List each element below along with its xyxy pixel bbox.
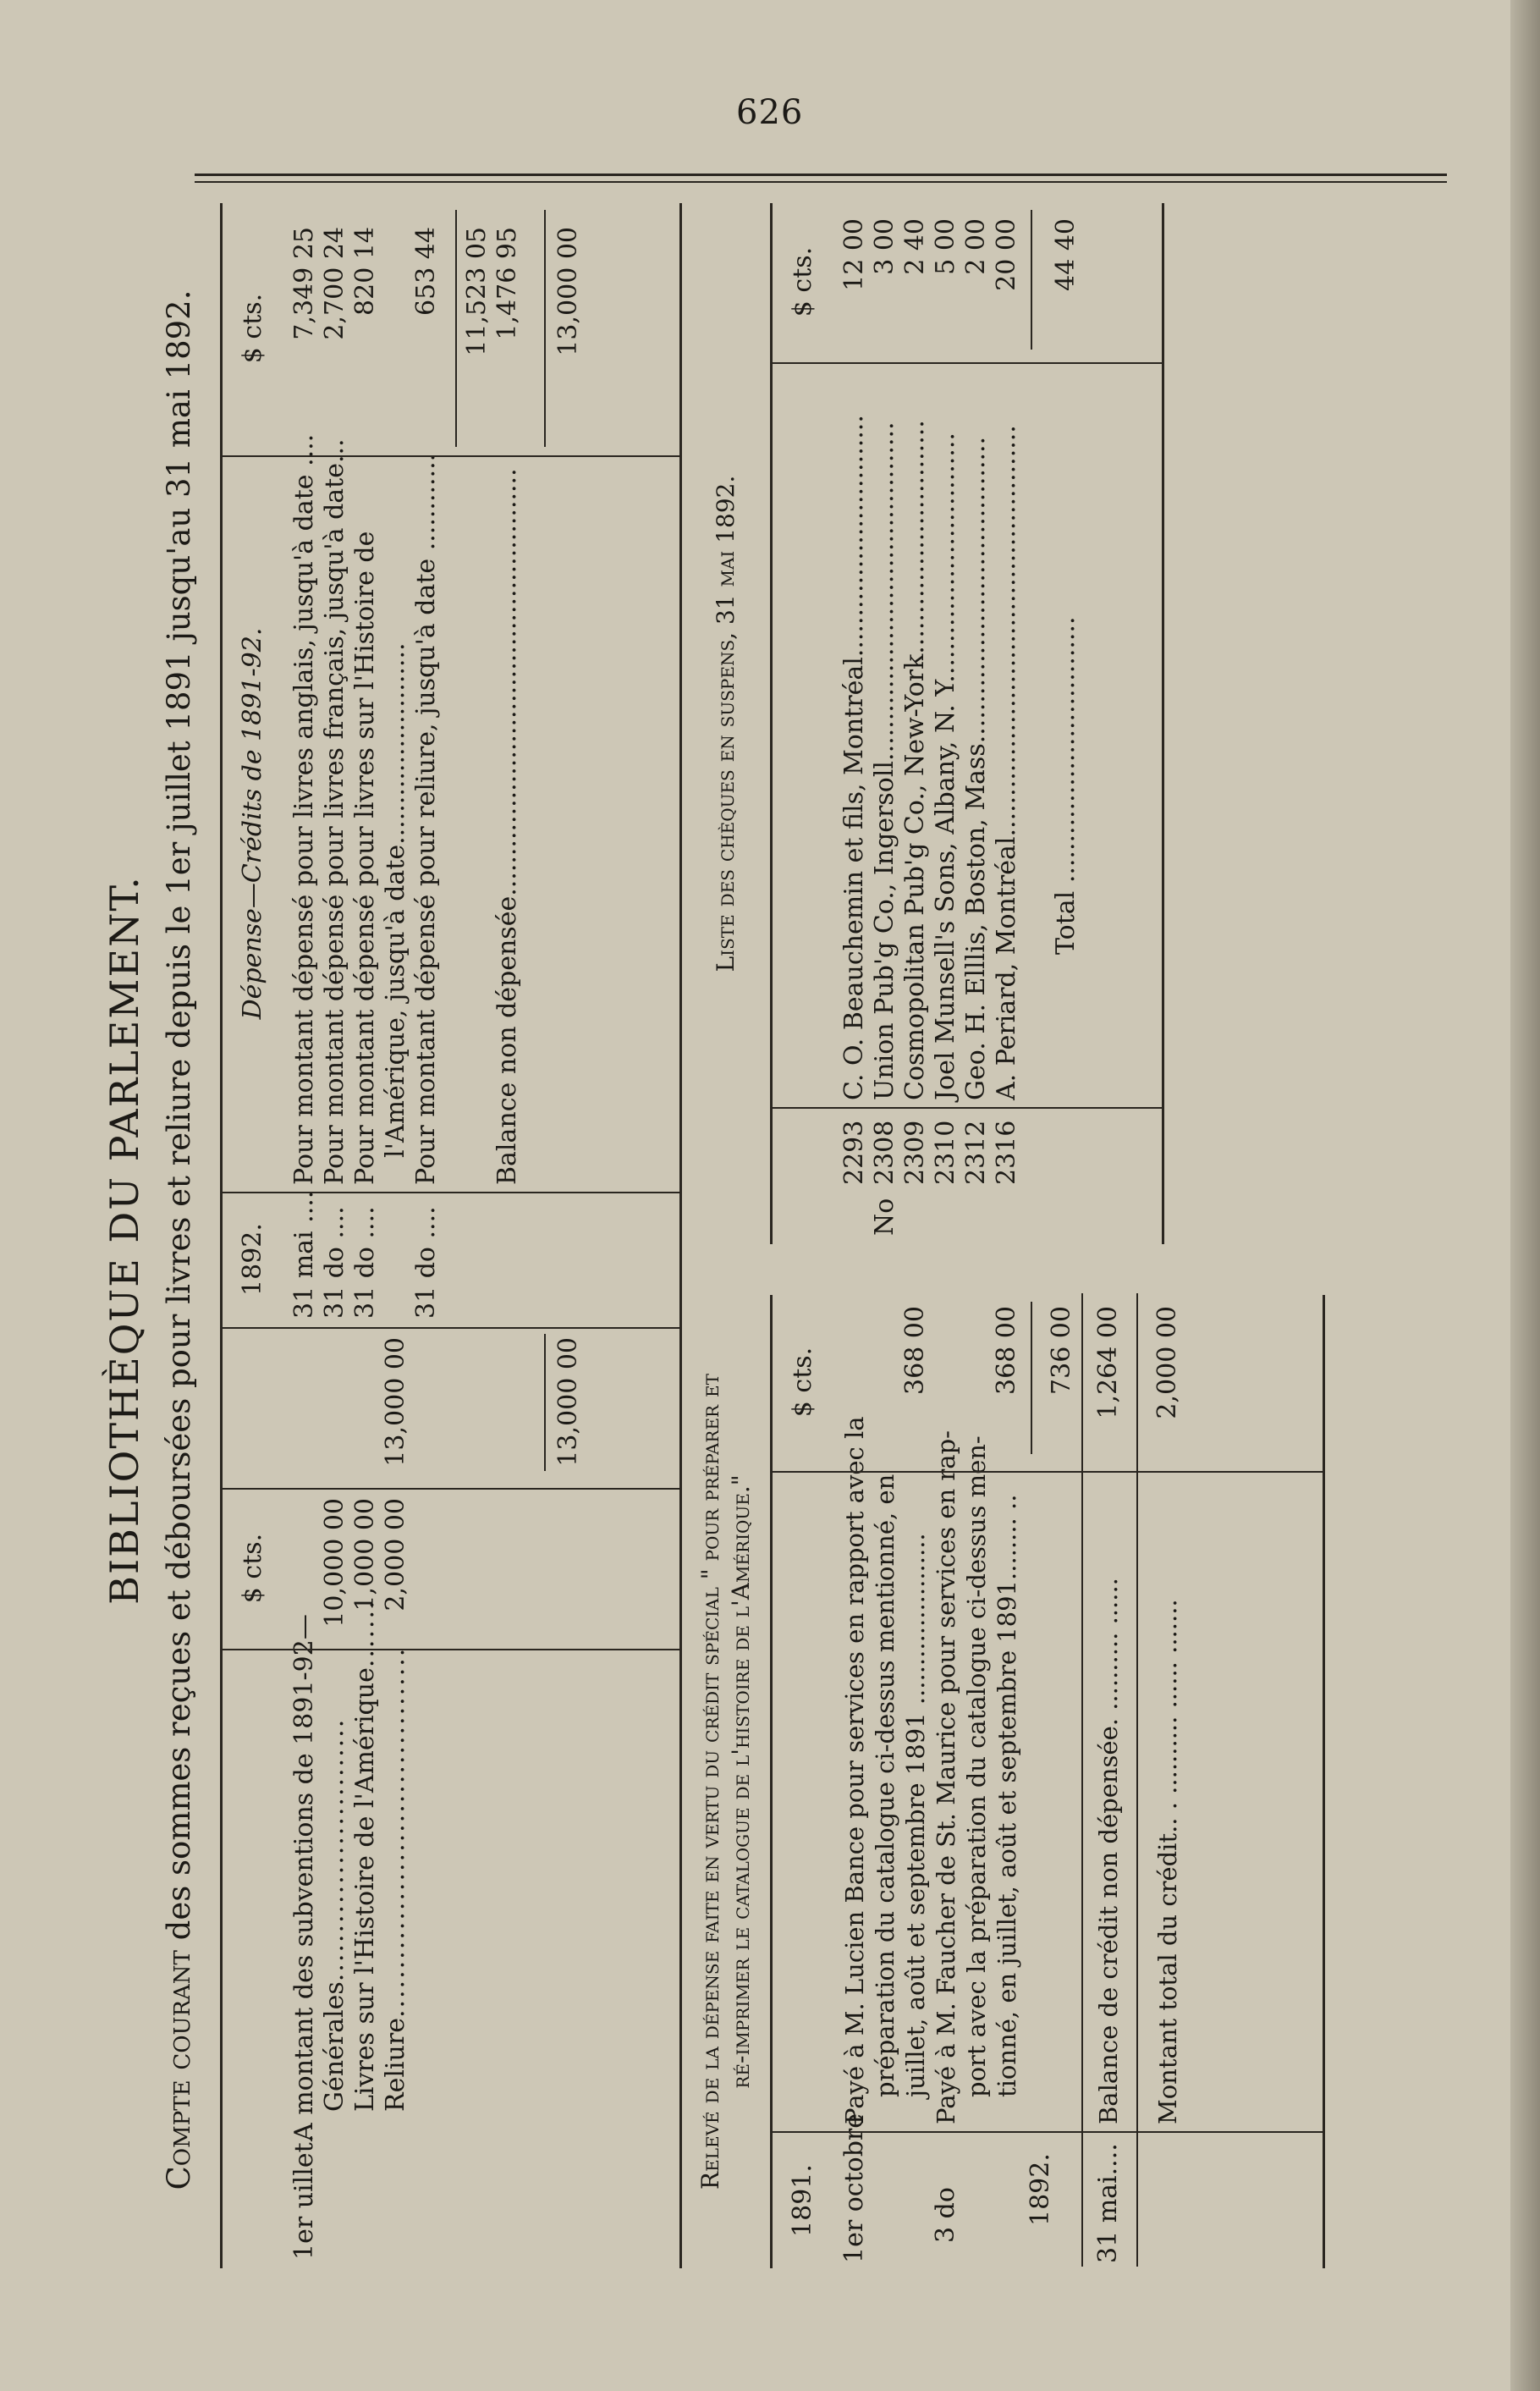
receipts-grand-total: 13,000 00 <box>553 1337 583 1467</box>
cheque-number: 2310 <box>931 1120 960 1185</box>
expense-text: Pour montant dépensé pour livres sur l'Histoire de <box>350 531 380 1185</box>
cheque-payee: Cosmopolitan Pub'g Co., New-York............................. <box>900 420 930 1100</box>
cheque-payee: Joel Munsell's Sons, Albany, N. Y............................... <box>931 432 960 1100</box>
cheques-total-amount: 44 40 <box>1051 218 1081 291</box>
money-header-2: $ cts. <box>238 293 267 364</box>
releve-description-column <box>773 1416 1323 2133</box>
expense-amount: 653 44 <box>411 227 441 316</box>
expense-amount: 2,700 24 <box>320 227 349 340</box>
expense-text: Pour montant dépensé pour livres français, jusqu'à date... <box>320 438 349 1185</box>
releve-date-column <box>773 2113 1323 2268</box>
receipts-label-column <box>223 1599 679 2268</box>
receipts-item-amount: 2,000 00 <box>381 1498 410 1611</box>
cheque-amount: 20 00 <box>992 218 1021 291</box>
cheque-amount: 3 00 <box>870 218 899 275</box>
expense-date-column <box>223 1192 679 1329</box>
receipts-item-label <box>321 1718 349 2112</box>
page-edge <box>1510 0 1540 2391</box>
expense-text: l'Amérique, jusqu'à date......................... <box>381 642 410 1158</box>
money-header: $ cts. <box>238 1533 267 1604</box>
receipts-date: 1er uillet. <box>289 2134 319 2260</box>
expenses-grand-total: 13,000 00 <box>553 227 583 356</box>
releve-title-line: ré-imprimer le catalogue de l'histoire de l'Amérique." <box>727 1474 755 2089</box>
cheques-no-column <box>773 1109 1162 1244</box>
cheque-payee: Geo. H. Elllis, Boston, Mass...................................... <box>961 436 991 1100</box>
releve-amount-column <box>773 1293 1323 1473</box>
releve-money-header: $ cts. <box>788 1347 817 1418</box>
expense-date: 31 mai .... <box>289 1190 319 1319</box>
releve-title-line: Relevé de la dépense faite en vertu du crédit spécial " pour préparer et <box>696 1374 724 2190</box>
cheques-payee-column <box>773 362 1162 1109</box>
page-number: 626 <box>736 93 804 132</box>
receipts-total-column <box>223 1327 679 1490</box>
releve-balance-amount: 1,264 00 <box>1093 1306 1123 1419</box>
cheque-payee: A. Periard, Montréal................................................... <box>992 425 1021 1100</box>
releve-row-date: 3 do <box>931 2187 960 2243</box>
receipts-item-label-text: Reliure <box>381 2018 410 2112</box>
cheque-number: 2316 <box>992 1120 1021 1185</box>
balance-label: Balance non dépensée..................................................... <box>492 468 522 1185</box>
cheques-money-header: $ cts. <box>788 246 817 317</box>
cheques-table <box>770 203 1164 1244</box>
receipts-item-label <box>351 1599 380 2112</box>
expenses-grand-line <box>544 210 546 447</box>
receipts-total: 13,000 00 <box>381 1337 410 1467</box>
cheque-number: 2308 <box>870 1120 899 1185</box>
balance-amount: 1,476 95 <box>492 227 522 340</box>
cheque-number: 2293 <box>839 1120 869 1185</box>
releve-year2: 1892. <box>1026 2153 1055 2226</box>
rotated-page-content <box>85 178 1422 2302</box>
releve-row-line: préparation du catalogue ci-dessus mentionné, en <box>871 1474 899 2097</box>
expense-amount: 7,349 25 <box>289 227 319 340</box>
receipts-item-label-text: Générales <box>320 1981 349 2112</box>
cheque-amount: 2 00 <box>961 218 991 275</box>
expenses-total: 11,523 05 <box>462 227 492 356</box>
receipts-sum-line <box>544 1334 546 1471</box>
releve-year-header: 1891. <box>788 2164 817 2237</box>
releve-row-line: Payé à M. Faucher de St. Maurice pour services en rap- <box>932 1430 960 2124</box>
top-rule <box>195 174 1447 176</box>
expense-date: 31 do .... <box>350 1206 380 1319</box>
expense-description-column <box>223 433 679 1193</box>
expense-text: Pour montant dépensé pour livres anglais, jusqu'à date .... <box>289 433 319 1185</box>
cheques-total-label: Total ................................. <box>1051 616 1081 955</box>
receipts-item-dots: ........................... <box>320 1717 349 1982</box>
expense-text: Pour montant dépensé pour reliure, jusqu'à date ............ <box>411 453 441 1185</box>
expense-amount-column <box>223 201 679 457</box>
releve-row-line: tionné, en juillet, août et septembre 1891........ .. <box>993 1494 1021 2097</box>
expense-date: 31 do .... <box>411 1206 441 1319</box>
releve-row-amount: 368 00 <box>900 1306 930 1395</box>
cheques-amount-column <box>773 201 1162 364</box>
releve-title <box>696 1295 756 2268</box>
releve-balance-date: 31 mai.... <box>1093 2143 1123 2263</box>
releve-row-line: Payé à M. Lucien Bance pour services en rapport avec la <box>840 1416 869 2124</box>
subtitle-lead: Compte courant <box>161 1950 197 2190</box>
cheque-payee: Union Pub'g Co., Ingersoll.......................................... <box>870 421 899 1100</box>
releve-subtotal: 736 00 <box>1047 1306 1076 1395</box>
cheque-amount: 12 00 <box>839 218 869 291</box>
releve-table <box>770 1295 1325 2268</box>
releve-row-date: 1er octobre <box>839 2113 869 2263</box>
receipts-item-label-text: Livres sur l'Histoire de l'Amérique <box>350 1667 380 2112</box>
releve-balance-label: Balance de crédit non dépensée. .......... ...... <box>1094 1578 1123 2124</box>
cheque-payee: C. O. Beauchemin et fils, Montréal.............................. <box>839 415 869 1100</box>
receipts-amount-column <box>223 1488 679 1650</box>
expenses-sum-line <box>455 210 457 447</box>
releve-row-line: juillet, août et septembre 1891 ...................... <box>901 1533 930 2097</box>
receipts-item-amount: 1,000 00 <box>350 1498 380 1611</box>
cheque-amount: 2 40 <box>900 218 930 275</box>
expense-amount: 820 14 <box>350 227 380 316</box>
releve-sum-line <box>1031 1302 1032 1454</box>
ledger-table <box>220 203 682 2268</box>
cheques-title: Liste des chèques en suspens, 31 mai 1892. <box>712 475 740 972</box>
receipts-heading: A montant des subventions de 1891-92— <box>289 1614 319 2141</box>
cheques-no-label: No <box>870 1198 899 1236</box>
receipts-item-amount: 10,000 00 <box>320 1498 349 1628</box>
subtitle-rest: des sommes reçues et déboursées pour livres et reliure depuis le 1er juillet 1891 jusqu'au 31 mai 1892. <box>161 289 197 1951</box>
releve-row-amount: 368 00 <box>992 1306 1021 1395</box>
document-subtitle <box>161 178 197 2302</box>
releve-row-line: port avec la préparation du catalogue ci-dessus men- <box>962 1435 991 2097</box>
document-title: BIBLIOTHÈQUE DU PARLEMENT. <box>102 875 147 1605</box>
receipts-item-dots: ....... <box>350 1599 380 1668</box>
cheque-amount: 5 00 <box>931 218 960 275</box>
cheques-sum-line <box>1031 210 1032 350</box>
cheque-number: 2309 <box>900 1120 930 1185</box>
depense-header: Dépense—Crédits de 1891-92. <box>238 627 267 1020</box>
receipts-item-label <box>382 1647 410 2112</box>
cheque-number: 2312 <box>961 1120 991 1185</box>
releve-total-amount: 2,000 00 <box>1152 1306 1182 1419</box>
year-header: 1892. <box>238 1223 267 1296</box>
receipts-item-dots: ...................................... <box>381 1646 410 2019</box>
releve-total-label: Montant total du crédit.. . .......... ...... ....... <box>1153 1599 1182 2124</box>
expense-date: 31 do .... <box>320 1206 349 1319</box>
